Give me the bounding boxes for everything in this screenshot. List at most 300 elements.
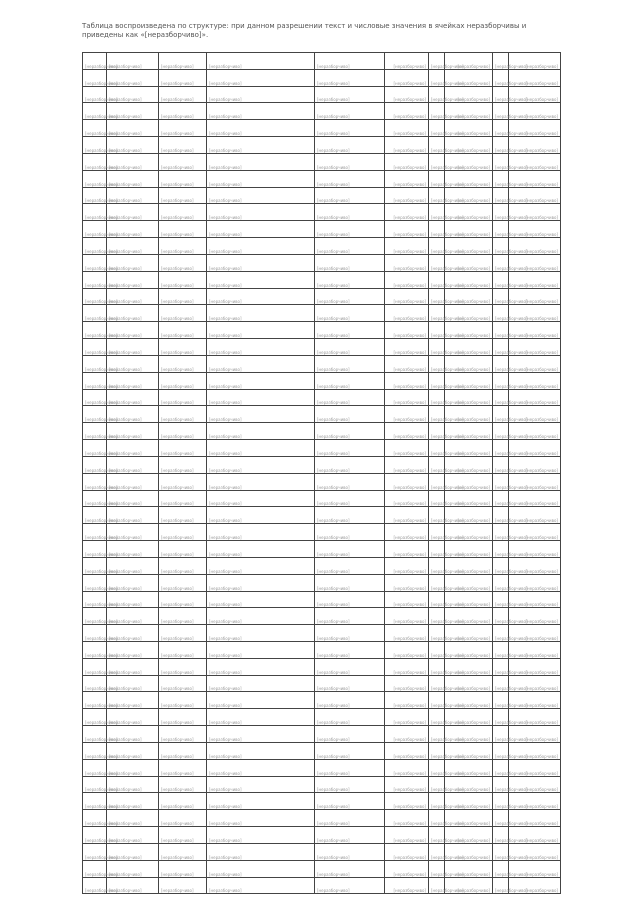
cell-cadastral-number: [неразборчиво] xyxy=(107,238,159,255)
cell-location: [неразборчиво] xyxy=(159,355,207,372)
cell-location: [неразборчиво] xyxy=(159,153,207,170)
cell-land-category: [неразборчиво] xyxy=(207,776,315,793)
cell-amount: [неразборчиво] xyxy=(509,372,561,389)
cell-location: [неразборчиво] xyxy=(159,238,207,255)
cell-land-category: [неразборчиво] xyxy=(207,709,315,726)
cell-amount: [неразборчиво] xyxy=(509,557,561,574)
cell-unit-a: [неразборчиво] xyxy=(429,389,445,406)
cell-unit-b: [неразборчиво] xyxy=(493,641,509,658)
cell-amount: [неразборчиво] xyxy=(509,742,561,759)
cell-permitted-use: [неразборчиво] xyxy=(315,69,385,86)
cell-location: [неразборчиво] xyxy=(159,591,207,608)
cell-land-category: [неразборчиво] xyxy=(207,120,315,137)
cell-permitted-use: [неразборчиво] xyxy=(315,406,385,423)
cell-area: [неразборчиво] xyxy=(385,843,429,860)
cell-amount: [неразборчиво] xyxy=(509,187,561,204)
cell-amount: [неразборчиво] xyxy=(509,389,561,406)
cell-unit-b: [неразборчиво] xyxy=(493,810,509,827)
cell-location: [неразборчиво] xyxy=(159,608,207,625)
cell-location: [неразборчиво] xyxy=(159,473,207,490)
cell-area: [неразборчиво] xyxy=(385,742,429,759)
cell-amount: [неразборчиво] xyxy=(509,153,561,170)
cell-value: [неразборчиво] xyxy=(445,877,493,894)
cell-cadastral-number: [неразборчиво] xyxy=(107,557,159,574)
cell-cadastral-number: [неразборчиво] xyxy=(107,423,159,440)
cell-cadastral-number: [неразборчиво] xyxy=(107,137,159,154)
cell-unit-b: [неразборчиво] xyxy=(493,557,509,574)
table-row xyxy=(83,120,561,137)
cell-land-category: [неразборчиво] xyxy=(207,389,315,406)
cell-location: [неразборчиво] xyxy=(159,641,207,658)
cell-land-category: [неразборчиво] xyxy=(207,625,315,642)
cell-location: [неразборчиво] xyxy=(159,372,207,389)
cell-value: [неразборчиво] xyxy=(445,322,493,339)
table-row xyxy=(83,221,561,238)
cell-row-no: [неразборчиво] xyxy=(83,810,107,827)
table-row xyxy=(83,440,561,457)
cell-area: [неразборчиво] xyxy=(385,103,429,120)
cell-unit-a: [неразборчиво] xyxy=(429,541,445,558)
cell-amount: [неразборчиво] xyxy=(509,423,561,440)
cell-cadastral-number: [неразборчиво] xyxy=(107,843,159,860)
cell-location: [неразборчиво] xyxy=(159,759,207,776)
cell-land-category: [неразборчиво] xyxy=(207,53,315,70)
cell-unit-b: [неразборчиво] xyxy=(493,305,509,322)
cell-permitted-use: [неразборчиво] xyxy=(315,322,385,339)
cell-location: [неразборчиво] xyxy=(159,827,207,844)
cell-amount: [неразборчиво] xyxy=(509,221,561,238)
cell-unit-b: [неразборчиво] xyxy=(493,827,509,844)
cell-row-no: [неразборчиво] xyxy=(83,726,107,743)
cell-row-no: [неразборчиво] xyxy=(83,625,107,642)
cell-area: [неразборчиво] xyxy=(385,204,429,221)
cell-unit-a: [неразборчиво] xyxy=(429,524,445,541)
cell-value: [неразборчиво] xyxy=(445,86,493,103)
cell-amount: [неразборчиво] xyxy=(509,406,561,423)
cell-row-no: [неразборчиво] xyxy=(83,170,107,187)
cell-cadastral-number: [неразборчиво] xyxy=(107,793,159,810)
cell-cadastral-number: [неразборчиво] xyxy=(107,355,159,372)
cell-area: [неразборчиво] xyxy=(385,372,429,389)
cell-location: [неразборчиво] xyxy=(159,271,207,288)
cell-permitted-use: [неразборчиво] xyxy=(315,692,385,709)
cell-cadastral-number: [неразборчиво] xyxy=(107,170,159,187)
cell-row-no: [неразборчиво] xyxy=(83,827,107,844)
cell-unit-b: [неразборчиво] xyxy=(493,440,509,457)
cell-amount: [неразборчиво] xyxy=(509,456,561,473)
cell-value: [неразборчиво] xyxy=(445,271,493,288)
cell-area: [неразборчиво] xyxy=(385,69,429,86)
cell-location: [неразборчиво] xyxy=(159,507,207,524)
cell-unit-b: [неразборчиво] xyxy=(493,726,509,743)
cell-cadastral-number: [неразборчиво] xyxy=(107,339,159,356)
cell-row-no: [неразборчиво] xyxy=(83,288,107,305)
cell-permitted-use: [неразборчиво] xyxy=(315,103,385,120)
cell-land-category: [неразборчиво] xyxy=(207,69,315,86)
cell-cadastral-number: [неразборчиво] xyxy=(107,625,159,642)
table-row xyxy=(83,86,561,103)
cell-cadastral-number: [неразборчиво] xyxy=(107,742,159,759)
table-row xyxy=(83,339,561,356)
cell-land-category: [неразборчиво] xyxy=(207,692,315,709)
cell-value: [неразборчиво] xyxy=(445,69,493,86)
table-row xyxy=(83,692,561,709)
cell-value: [неразборчиво] xyxy=(445,170,493,187)
cell-amount: [неразборчиво] xyxy=(509,759,561,776)
cell-unit-a: [неразборчиво] xyxy=(429,793,445,810)
cell-unit-b: [неразборчиво] xyxy=(493,709,509,726)
cell-area: [неразборчиво] xyxy=(385,557,429,574)
cell-unit-b: [неразборчиво] xyxy=(493,456,509,473)
land-parcel-register-table xyxy=(82,52,561,894)
cell-unit-a: [неразборчиво] xyxy=(429,557,445,574)
cell-permitted-use: [неразборчиво] xyxy=(315,339,385,356)
cell-location: [неразборчиво] xyxy=(159,221,207,238)
cell-unit-a: [неразборчиво] xyxy=(429,153,445,170)
table-row xyxy=(83,271,561,288)
cell-value: [неразборчиво] xyxy=(445,524,493,541)
cell-location: [неразборчиво] xyxy=(159,406,207,423)
cell-value: [неразборчиво] xyxy=(445,726,493,743)
cell-row-no: [неразборчиво] xyxy=(83,608,107,625)
cell-unit-b: [неразборчиво] xyxy=(493,877,509,894)
table-row xyxy=(83,524,561,541)
table-row xyxy=(83,473,561,490)
cell-location: [неразборчиво] xyxy=(159,692,207,709)
cell-cadastral-number: [неразборчиво] xyxy=(107,153,159,170)
cell-permitted-use: [неразборчиво] xyxy=(315,490,385,507)
cell-location: [неразборчиво] xyxy=(159,187,207,204)
cell-cadastral-number: [неразборчиво] xyxy=(107,103,159,120)
cell-unit-a: [неразборчиво] xyxy=(429,776,445,793)
cell-row-no: [неразборчиво] xyxy=(83,389,107,406)
cell-amount: [неразборчиво] xyxy=(509,473,561,490)
cell-land-category: [неразборчиво] xyxy=(207,827,315,844)
cell-permitted-use: [неразборчиво] xyxy=(315,305,385,322)
cell-cadastral-number: [неразборчиво] xyxy=(107,759,159,776)
cell-cadastral-number: [неразборчиво] xyxy=(107,709,159,726)
cell-unit-b: [неразборчиво] xyxy=(493,271,509,288)
cell-permitted-use: [неразборчиво] xyxy=(315,793,385,810)
cell-location: [неразборчиво] xyxy=(159,843,207,860)
cell-permitted-use: [неразборчиво] xyxy=(315,557,385,574)
cell-value: [неразборчиво] xyxy=(445,625,493,642)
table-row xyxy=(83,288,561,305)
cell-value: [неразборчиво] xyxy=(445,709,493,726)
cell-area: [неразборчиво] xyxy=(385,877,429,894)
cell-permitted-use: [неразборчиво] xyxy=(315,238,385,255)
cell-permitted-use: [неразборчиво] xyxy=(315,877,385,894)
cell-row-no: [неразборчиво] xyxy=(83,776,107,793)
cell-land-category: [неразборчиво] xyxy=(207,170,315,187)
cell-value: [неразборчиво] xyxy=(445,305,493,322)
cell-cadastral-number: [неразборчиво] xyxy=(107,53,159,70)
cell-amount: [неразборчиво] xyxy=(509,322,561,339)
cell-permitted-use: [неразборчиво] xyxy=(315,355,385,372)
cell-unit-b: [неразборчиво] xyxy=(493,406,509,423)
cell-row-no: [неразборчиво] xyxy=(83,860,107,877)
cell-land-category: [неразборчиво] xyxy=(207,271,315,288)
cell-amount: [неразборчиво] xyxy=(509,170,561,187)
table-row xyxy=(83,574,561,591)
table-row xyxy=(83,877,561,894)
table-row xyxy=(83,793,561,810)
cell-area: [неразборчиво] xyxy=(385,827,429,844)
cell-permitted-use: [неразборчиво] xyxy=(315,187,385,204)
cell-permitted-use: [неразборчиво] xyxy=(315,389,385,406)
cell-cadastral-number: [неразборчиво] xyxy=(107,372,159,389)
cell-unit-a: [неразборчиво] xyxy=(429,726,445,743)
cell-row-no: [неразборчиво] xyxy=(83,86,107,103)
cell-permitted-use: [неразборчиво] xyxy=(315,204,385,221)
cell-land-category: [неразборчиво] xyxy=(207,372,315,389)
cell-value: [неразборчиво] xyxy=(445,827,493,844)
cell-value: [неразборчиво] xyxy=(445,187,493,204)
table-row xyxy=(83,238,561,255)
cell-location: [неразборчиво] xyxy=(159,557,207,574)
cell-value: [неразборчиво] xyxy=(445,389,493,406)
cell-cadastral-number: [неразборчиво] xyxy=(107,473,159,490)
cell-unit-a: [неразборчиво] xyxy=(429,810,445,827)
cell-row-no: [неразборчиво] xyxy=(83,742,107,759)
cell-cadastral-number: [неразборчиво] xyxy=(107,524,159,541)
cell-permitted-use: [неразборчиво] xyxy=(315,440,385,457)
cell-unit-a: [неразборчиво] xyxy=(429,625,445,642)
cell-location: [неразборчиво] xyxy=(159,423,207,440)
cell-area: [неразборчиво] xyxy=(385,406,429,423)
cell-permitted-use: [неразборчиво] xyxy=(315,709,385,726)
table-row xyxy=(83,776,561,793)
cell-value: [неразборчиво] xyxy=(445,541,493,558)
table-row xyxy=(83,557,561,574)
cell-cadastral-number: [неразборчиво] xyxy=(107,406,159,423)
cell-unit-b: [неразборчиво] xyxy=(493,187,509,204)
cell-unit-a: [неразборчиво] xyxy=(429,843,445,860)
cell-unit-b: [неразборчиво] xyxy=(493,389,509,406)
cell-area: [неразборчиво] xyxy=(385,254,429,271)
cell-value: [неразборчиво] xyxy=(445,658,493,675)
cell-unit-a: [неразборчиво] xyxy=(429,440,445,457)
cell-unit-b: [неразборчиво] xyxy=(493,372,509,389)
cell-permitted-use: [неразборчиво] xyxy=(315,254,385,271)
cell-area: [неразборчиво] xyxy=(385,456,429,473)
cell-unit-b: [неразборчиво] xyxy=(493,793,509,810)
cell-unit-b: [неразборчиво] xyxy=(493,675,509,692)
cell-permitted-use: [неразборчиво] xyxy=(315,120,385,137)
cell-amount: [неразборчиво] xyxy=(509,524,561,541)
cell-unit-b: [неразборчиво] xyxy=(493,221,509,238)
cell-permitted-use: [неразборчиво] xyxy=(315,507,385,524)
cell-value: [неразборчиво] xyxy=(445,137,493,154)
cell-unit-a: [неразборчиво] xyxy=(429,406,445,423)
cell-permitted-use: [неразборчиво] xyxy=(315,574,385,591)
cell-permitted-use: [неразборчиво] xyxy=(315,742,385,759)
cell-amount: [неразборчиво] xyxy=(509,541,561,558)
cell-unit-a: [неразборчиво] xyxy=(429,288,445,305)
cell-row-no: [неразборчиво] xyxy=(83,355,107,372)
cell-row-no: [неразборчиво] xyxy=(83,103,107,120)
cell-unit-a: [неразборчиво] xyxy=(429,271,445,288)
cell-amount: [неразборчиво] xyxy=(509,658,561,675)
cell-unit-a: [неразборчиво] xyxy=(429,238,445,255)
cell-row-no: [неразборчиво] xyxy=(83,507,107,524)
table-row xyxy=(83,372,561,389)
cell-cadastral-number: [неразборчиво] xyxy=(107,305,159,322)
cell-unit-a: [неразборчиво] xyxy=(429,490,445,507)
cell-land-category: [неразборчиво] xyxy=(207,440,315,457)
cell-location: [неразборчиво] xyxy=(159,440,207,457)
table-row xyxy=(83,456,561,473)
cell-unit-a: [неразборчиво] xyxy=(429,877,445,894)
cell-location: [неразборчиво] xyxy=(159,709,207,726)
cell-unit-b: [неразборчиво] xyxy=(493,69,509,86)
cell-row-no: [неразборчиво] xyxy=(83,574,107,591)
cell-unit-b: [неразборчиво] xyxy=(493,658,509,675)
cell-location: [неразборчиво] xyxy=(159,625,207,642)
cell-cadastral-number: [неразборчиво] xyxy=(107,490,159,507)
cell-amount: [неразборчиво] xyxy=(509,53,561,70)
cell-land-category: [неразборчиво] xyxy=(207,423,315,440)
cell-row-no: [неразборчиво] xyxy=(83,339,107,356)
cell-area: [неразборчиво] xyxy=(385,221,429,238)
cell-area: [неразборчиво] xyxy=(385,86,429,103)
cell-location: [неразборчиво] xyxy=(159,726,207,743)
cell-permitted-use: [неразборчиво] xyxy=(315,860,385,877)
cell-row-no: [неразборчиво] xyxy=(83,423,107,440)
cell-value: [неразборчиво] xyxy=(445,288,493,305)
cell-permitted-use: [неразборчиво] xyxy=(315,843,385,860)
cell-cadastral-number: [неразборчиво] xyxy=(107,440,159,457)
cell-value: [неразборчиво] xyxy=(445,490,493,507)
cell-permitted-use: [неразборчиво] xyxy=(315,271,385,288)
cell-value: [неразборчиво] xyxy=(445,692,493,709)
cell-location: [неразборчиво] xyxy=(159,103,207,120)
cell-land-category: [неразборчиво] xyxy=(207,726,315,743)
cell-unit-b: [неразборчиво] xyxy=(493,103,509,120)
cell-area: [неразборчиво] xyxy=(385,793,429,810)
cell-area: [неразборчиво] xyxy=(385,170,429,187)
cell-unit-b: [неразборчиво] xyxy=(493,608,509,625)
cell-location: [неразборчиво] xyxy=(159,793,207,810)
cell-permitted-use: [неразборчиво] xyxy=(315,137,385,154)
cell-value: [неразборчиво] xyxy=(445,153,493,170)
cell-value: [неразборчиво] xyxy=(445,641,493,658)
cell-unit-a: [неразборчиво] xyxy=(429,204,445,221)
cell-location: [неразборчиво] xyxy=(159,675,207,692)
cell-unit-b: [неразборчиво] xyxy=(493,53,509,70)
cell-amount: [неразборчиво] xyxy=(509,120,561,137)
cell-cadastral-number: [неразборчиво] xyxy=(107,322,159,339)
cell-land-category: [неразборчиво] xyxy=(207,103,315,120)
cell-unit-b: [неразборчиво] xyxy=(493,625,509,642)
cell-row-no: [неразборчиво] xyxy=(83,675,107,692)
cell-row-no: [неразборчиво] xyxy=(83,490,107,507)
cell-unit-b: [неразборчиво] xyxy=(493,153,509,170)
cell-land-category: [неразборчиво] xyxy=(207,793,315,810)
table-row xyxy=(83,507,561,524)
cell-permitted-use: [неразборчиво] xyxy=(315,827,385,844)
cell-location: [неразборчиво] xyxy=(159,742,207,759)
cell-area: [неразборчиво] xyxy=(385,860,429,877)
cell-land-category: [неразборчиво] xyxy=(207,322,315,339)
cell-unit-b: [неразборчиво] xyxy=(493,322,509,339)
cell-location: [неразборчиво] xyxy=(159,86,207,103)
cell-land-category: [неразборчиво] xyxy=(207,238,315,255)
cell-location: [неразборчиво] xyxy=(159,776,207,793)
cell-value: [неразборчиво] xyxy=(445,355,493,372)
cell-land-category: [неразборчиво] xyxy=(207,860,315,877)
cell-area: [неразборчиво] xyxy=(385,759,429,776)
cell-unit-a: [неразборчиво] xyxy=(429,827,445,844)
cell-value: [неразборчиво] xyxy=(445,238,493,255)
cell-land-category: [неразборчиво] xyxy=(207,490,315,507)
cell-permitted-use: [неразборчиво] xyxy=(315,170,385,187)
cell-unit-b: [неразборчиво] xyxy=(493,204,509,221)
table-row xyxy=(83,675,561,692)
cell-area: [неразборчиво] xyxy=(385,440,429,457)
cell-amount: [неразборчиво] xyxy=(509,204,561,221)
cell-unit-b: [неразборчиво] xyxy=(493,843,509,860)
cell-cadastral-number: [неразборчиво] xyxy=(107,692,159,709)
cell-area: [неразборчиво] xyxy=(385,238,429,255)
cell-location: [неразборчиво] xyxy=(159,204,207,221)
cell-amount: [неразборчиво] xyxy=(509,305,561,322)
cell-permitted-use: [неразборчиво] xyxy=(315,221,385,238)
cell-amount: [неразборчиво] xyxy=(509,137,561,154)
cell-land-category: [неразборчиво] xyxy=(207,524,315,541)
cell-cadastral-number: [неразборчиво] xyxy=(107,389,159,406)
cell-unit-b: [неразборчиво] xyxy=(493,524,509,541)
cell-row-no: [неразборчиво] xyxy=(83,322,107,339)
cell-row-no: [неразборчиво] xyxy=(83,877,107,894)
cell-unit-a: [неразборчиво] xyxy=(429,608,445,625)
table-row xyxy=(83,406,561,423)
table-row xyxy=(83,658,561,675)
cell-area: [неразборчиво] xyxy=(385,507,429,524)
cell-unit-a: [неразборчиво] xyxy=(429,658,445,675)
cell-unit-b: [неразборчиво] xyxy=(493,860,509,877)
cell-permitted-use: [неразборчиво] xyxy=(315,641,385,658)
cell-land-category: [неразборчиво] xyxy=(207,288,315,305)
cell-area: [неразборчиво] xyxy=(385,137,429,154)
cell-area: [неразборчиво] xyxy=(385,473,429,490)
cell-amount: [неразборчиво] xyxy=(509,103,561,120)
cell-unit-a: [неразборчиво] xyxy=(429,86,445,103)
cell-area: [неразборчиво] xyxy=(385,524,429,541)
cell-cadastral-number: [неразборчиво] xyxy=(107,288,159,305)
cell-value: [неразборчиво] xyxy=(445,742,493,759)
cell-area: [неразборчиво] xyxy=(385,608,429,625)
cell-value: [неразборчиво] xyxy=(445,860,493,877)
cell-amount: [неразборчиво] xyxy=(509,254,561,271)
cell-unit-a: [неразборчиво] xyxy=(429,69,445,86)
cell-area: [неразборчиво] xyxy=(385,187,429,204)
cell-land-category: [неразборчиво] xyxy=(207,187,315,204)
cell-row-no: [неразборчиво] xyxy=(83,187,107,204)
cell-permitted-use: [неразборчиво] xyxy=(315,608,385,625)
cell-land-category: [неразборчиво] xyxy=(207,877,315,894)
cell-value: [неразборчиво] xyxy=(445,456,493,473)
cell-unit-b: [неразборчиво] xyxy=(493,339,509,356)
cell-cadastral-number: [неразборчиво] xyxy=(107,254,159,271)
cell-land-category: [неразборчиво] xyxy=(207,641,315,658)
cell-row-no: [неразборчиво] xyxy=(83,692,107,709)
cell-land-category: [неразборчиво] xyxy=(207,843,315,860)
cell-location: [неразборчиво] xyxy=(159,305,207,322)
cell-row-no: [неразборчиво] xyxy=(83,456,107,473)
cell-area: [неразборчиво] xyxy=(385,658,429,675)
cell-unit-a: [неразборчиво] xyxy=(429,221,445,238)
